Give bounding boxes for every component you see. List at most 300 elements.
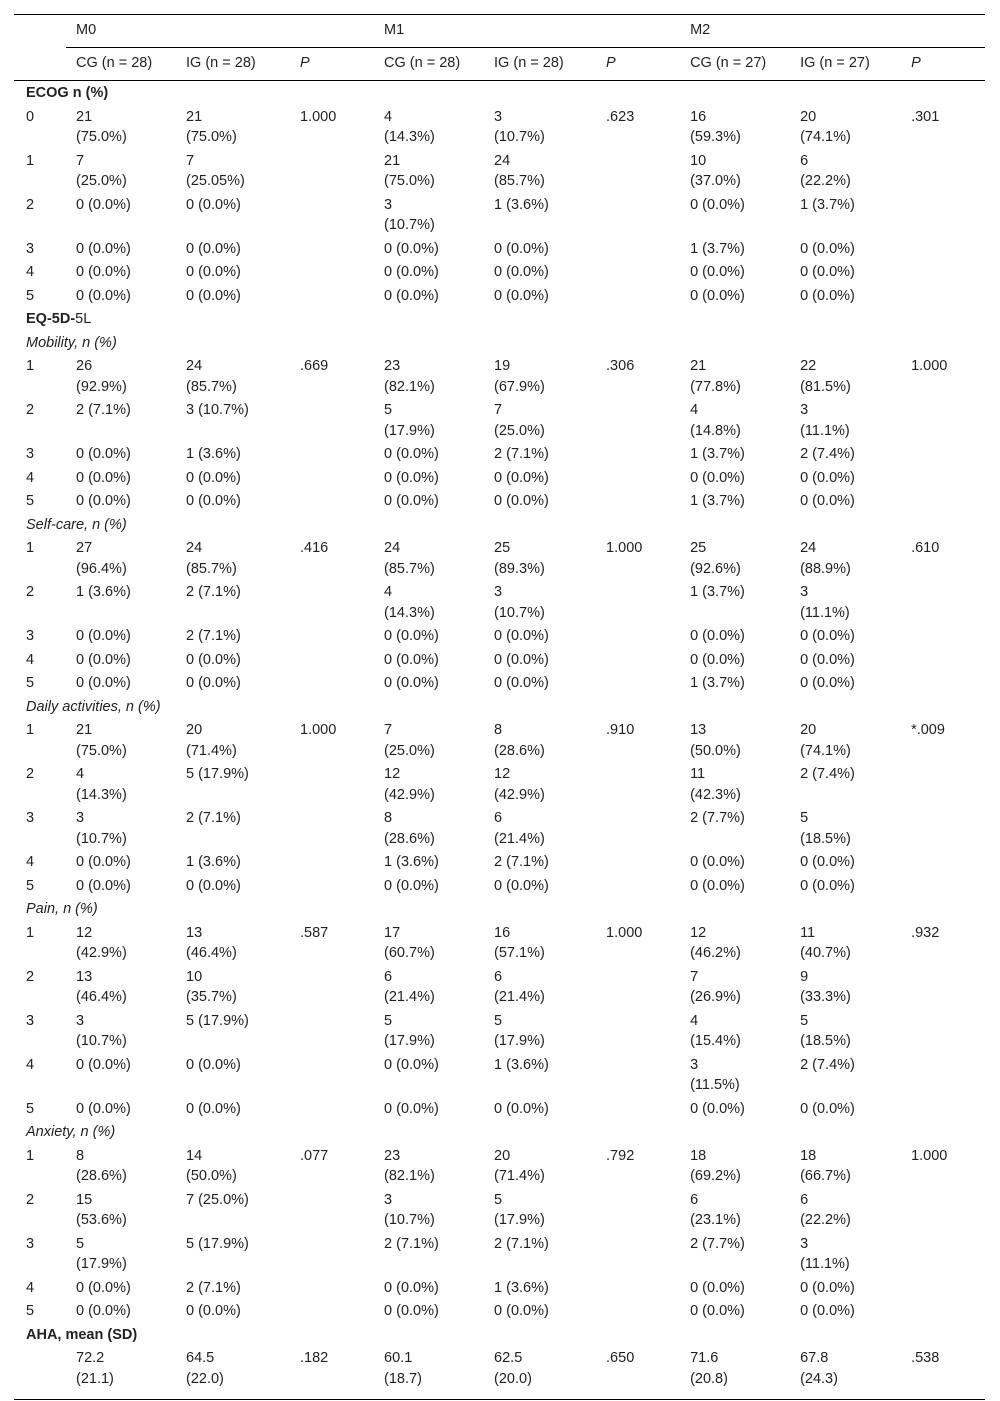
column-header-p: P <box>596 48 680 81</box>
p-value-cell: 1.000 <box>300 722 337 738</box>
table-cell: 6 (22.2%) <box>800 1191 851 1228</box>
table-cell: 0 (0.0%) <box>690 854 745 870</box>
table-cell: 0 (0.0%) <box>800 854 855 870</box>
table-cell: 6 (22.2%) <box>800 152 851 189</box>
table-cell: 25 (92.6%) <box>690 540 741 577</box>
table-cell: 0 (0.0%) <box>186 240 241 257</box>
table-cell: 3 (11.5%) <box>690 1056 740 1093</box>
p-value-cell <box>901 850 985 874</box>
group-header-m0: M0 <box>66 15 374 48</box>
p-value-cell <box>901 874 985 898</box>
table-cell: 0 (0.0%) <box>800 1279 855 1296</box>
table-cell: 10 (37.0%) <box>690 152 741 189</box>
table-cell: 0 (0.0%) <box>690 628 745 644</box>
p-value-cell <box>596 284 680 308</box>
table-cell: 20 (71.4%) <box>186 722 237 759</box>
column-header: CG (n = 28) <box>374 48 484 81</box>
table-cell: 6 (21.4%) <box>494 968 545 1005</box>
table-row <box>14 105 985 149</box>
row-label: 1 <box>26 540 35 556</box>
table-cell: 21 (75.0%) <box>384 152 435 189</box>
table-cell: 5 (18.5%) <box>800 810 851 847</box>
p-value-cell <box>596 1053 680 1097</box>
table-cell: 3 (10.7%) <box>76 1012 127 1049</box>
table-row <box>14 536 985 580</box>
table-cell: 0 (0.0%) <box>800 651 855 668</box>
table-cell: 0 (0.0%) <box>76 240 131 257</box>
p-value-cell <box>901 648 985 672</box>
table-cell: 0 (0.0%) <box>384 493 439 509</box>
table-cell: 0 (0.0%) <box>76 446 131 462</box>
table-cell: 0 (0.0%) <box>690 1100 745 1117</box>
row-label: 2 <box>26 402 35 418</box>
subsection-row <box>14 331 985 355</box>
table-cell: 2 (7.1%) <box>494 446 549 462</box>
column-header: IG (n = 27) <box>790 48 901 81</box>
table-cell: 21 (77.8%) <box>690 358 741 395</box>
row-label: 5 <box>26 877 35 894</box>
table-cell: 4 (14.3%) <box>384 584 435 621</box>
p-value-cell <box>901 1188 985 1232</box>
row-label: 3 <box>26 1235 35 1252</box>
table-header <box>14 15 985 81</box>
p-value-cell: .416 <box>300 540 329 556</box>
table-row <box>14 1299 985 1323</box>
table-row <box>14 874 985 898</box>
p-value-cell <box>901 1299 985 1323</box>
p-value-cell <box>290 260 374 284</box>
p-value-cell <box>596 648 680 672</box>
table-cell: 3 (11.1%) <box>800 1235 850 1272</box>
p-value-cell <box>596 442 680 466</box>
p-value-cell <box>290 1188 374 1232</box>
table-cell: 0 (0.0%) <box>494 264 549 280</box>
group-header-m2: M2 <box>680 15 985 48</box>
p-value-cell: 1.000 <box>911 1147 948 1164</box>
p-value-cell <box>596 1276 680 1300</box>
table-cell: 3 (11.1%) <box>800 584 850 621</box>
table-cell: 1 (3.6%) <box>494 1056 549 1073</box>
table-cell: 0 (0.0%) <box>76 287 131 304</box>
subsection-row <box>14 513 985 537</box>
row-label: 3 <box>26 240 35 257</box>
table-cell: 2 (7.1%) <box>494 1235 549 1252</box>
table-cell: 24 (85.7%) <box>494 152 545 189</box>
table-row <box>14 1144 985 1188</box>
p-value-cell: .910 <box>606 722 635 738</box>
p-value-cell <box>290 1053 374 1097</box>
column-header-p: P <box>901 48 985 81</box>
p-value-cell <box>596 1188 680 1232</box>
table-cell: 20 (74.1%) <box>800 722 851 759</box>
row-label: 2 <box>26 1191 35 1208</box>
table-row <box>14 806 985 850</box>
p-value-cell <box>596 671 680 695</box>
table-row <box>14 1188 985 1232</box>
table-cell: 0 (0.0%) <box>186 1100 241 1117</box>
p-value-cell <box>901 149 985 193</box>
table-cell: 0 (0.0%) <box>800 264 855 280</box>
table-cell: 13 (50.0%) <box>690 722 741 759</box>
table-row <box>14 1276 985 1300</box>
p-value-cell <box>596 1299 680 1323</box>
subsection-row-title: Self-care, n (%) <box>26 516 127 533</box>
table-cell: 0 (0.0%) <box>384 675 439 691</box>
table-cell: 0 (0.0%) <box>76 1279 131 1296</box>
row-label: 2 <box>26 968 35 985</box>
table-cell: 18 (66.7%) <box>800 1147 851 1184</box>
p-value-cell <box>596 762 680 806</box>
row-label: 0 <box>26 108 35 125</box>
table-cell: 0 (0.0%) <box>384 240 439 257</box>
table-cell: 1 (3.6%) <box>494 196 549 213</box>
table-cell: 71.6 (20.8) <box>680 1346 790 1400</box>
table-cell: 62.5 (20.0) <box>484 1346 596 1400</box>
table-cell: 9 (33.3%) <box>800 968 851 1005</box>
table-cell: 5 (17.9%) <box>384 1012 435 1049</box>
table-cell: 1 (3.7%) <box>690 675 745 691</box>
row-label: 1 <box>26 358 35 374</box>
column-header: IG (n = 28) <box>176 48 290 81</box>
row-label: 4 <box>26 264 35 280</box>
table-row <box>14 1346 985 1400</box>
table-row <box>14 648 985 672</box>
table-cell: 0 (0.0%) <box>186 493 241 509</box>
table-cell: 8 (28.6%) <box>76 1147 127 1184</box>
table-cell: 7 (25.05%) <box>186 152 245 189</box>
p-value-cell <box>596 624 680 648</box>
table-cell: 72.2 (21.1) <box>66 1346 176 1400</box>
table-cell: 7 (25.0%) <box>494 402 545 439</box>
table-cell: 24 (88.9%) <box>800 540 851 577</box>
header-group-row <box>14 15 985 48</box>
table-cell: 7 (25.0%) <box>186 1191 249 1208</box>
table-cell: 0 (0.0%) <box>690 877 745 894</box>
table-cell: 0 (0.0%) <box>186 287 241 304</box>
section-title <box>14 307 985 331</box>
table-cell: 0 (0.0%) <box>76 1100 131 1117</box>
p-value-cell <box>290 193 374 237</box>
table-row <box>14 398 985 442</box>
table-cell: 5 (17.9%) <box>494 1012 545 1049</box>
p-value-cell: 1.000 <box>911 358 948 374</box>
subsection-row <box>14 695 985 719</box>
p-value-cell <box>290 806 374 850</box>
table-cell: 0 (0.0%) <box>800 1303 855 1319</box>
p-value-cell <box>596 965 680 1009</box>
p-value-cell <box>901 442 985 466</box>
p-value-cell <box>901 580 985 624</box>
row-label: 2 <box>26 196 35 213</box>
table-cell: 3 (11.1%) <box>800 402 850 439</box>
table-cell: 3 (10.7%) <box>494 108 545 145</box>
table-cell: 0 (0.0%) <box>800 877 855 894</box>
table-cell: 0 (0.0%) <box>800 493 855 509</box>
table-cell: 0 (0.0%) <box>800 628 855 644</box>
table-cell: 19 (67.9%) <box>494 358 545 395</box>
table-cell: 24 (85.7%) <box>186 358 237 395</box>
table-cell: 0 (0.0%) <box>384 1056 439 1073</box>
table-cell: 5 (17.9%) <box>76 1235 127 1272</box>
table-cell: 60.1 (18.7) <box>374 1346 484 1400</box>
table-cell: 2 (7.4%) <box>800 446 855 462</box>
table-cell: 0 (0.0%) <box>494 287 549 304</box>
p-value-cell: 1.000 <box>300 108 337 125</box>
table-cell: 64.5 (22.0) <box>176 1346 290 1400</box>
row-label: 1 <box>26 1147 35 1164</box>
table-cell: 0 (0.0%) <box>800 1100 855 1117</box>
p-value-cell <box>290 284 374 308</box>
table-cell: 0 (0.0%) <box>186 651 241 668</box>
table-cell: 1 (3.6%) <box>186 854 241 870</box>
table-cell: 0 (0.0%) <box>800 287 855 304</box>
section-row <box>14 81 985 105</box>
p-value-cell <box>290 874 374 898</box>
table-row <box>14 850 985 874</box>
table-row <box>14 1097 985 1121</box>
table-row <box>14 260 985 284</box>
p-value-cell <box>901 1276 985 1300</box>
table-cell: 14 (50.0%) <box>186 1147 237 1184</box>
table-cell: 13 (46.4%) <box>186 924 237 961</box>
table-cell: 22 (81.5%) <box>800 358 851 395</box>
row-label: 4 <box>26 651 35 668</box>
row-label: 4 <box>26 469 35 486</box>
table-body <box>14 81 985 1400</box>
table-cell: 24 (85.7%) <box>186 540 237 577</box>
table-cell: 23 (82.1%) <box>384 1147 435 1184</box>
table-cell: 4 (14.3%) <box>384 108 435 145</box>
table-cell: 0 (0.0%) <box>384 446 439 462</box>
table-cell: 18 (69.2%) <box>690 1147 741 1184</box>
p-value-cell <box>290 850 374 874</box>
p-value-cell <box>596 580 680 624</box>
section-title-suffix: 5L <box>75 311 92 327</box>
p-value-cell <box>290 1299 374 1323</box>
row-label: 5 <box>26 1100 35 1117</box>
table-cell: 0 (0.0%) <box>76 651 131 668</box>
table-cell: 67.8 (24.3) <box>790 1346 901 1400</box>
table-cell: 0 (0.0%) <box>186 196 241 213</box>
table-cell: 24 (85.7%) <box>384 540 435 577</box>
table-cell: 23 (82.1%) <box>384 358 435 395</box>
table-cell: 0 (0.0%) <box>800 469 855 486</box>
table-cell: 2 (7.1%) <box>76 402 131 418</box>
p-value-cell <box>901 260 985 284</box>
table-cell: 2 (7.1%) <box>186 810 241 826</box>
p-value-cell <box>290 442 374 466</box>
subsection-row-title: Mobility, n (%) <box>26 334 117 351</box>
table-cell: 0 (0.0%) <box>76 196 131 213</box>
p-value-cell <box>901 489 985 513</box>
table-cell: 25 (89.3%) <box>494 540 545 577</box>
table-cell: 2 (7.4%) <box>800 1056 855 1073</box>
table-cell: 13 (46.4%) <box>76 968 127 1005</box>
table-cell: 0 (0.0%) <box>186 264 241 280</box>
section-title-bold: EQ-5D- <box>26 311 76 327</box>
table-cell: 2 (7.1%) <box>186 628 241 644</box>
results-table-container <box>14 14 985 1400</box>
table-cell: 1 (3.7%) <box>800 196 855 213</box>
p-value-cell: .792 <box>606 1147 635 1164</box>
row-label <box>14 1346 66 1400</box>
table-cell: 5 (17.9%) <box>186 1235 249 1252</box>
table-cell: 20 (71.4%) <box>494 1147 545 1184</box>
table-cell: 0 (0.0%) <box>800 675 855 691</box>
p-value-cell <box>290 489 374 513</box>
p-value-cell: .587 <box>300 924 329 941</box>
table-cell: 0 (0.0%) <box>76 469 131 486</box>
table-cell: 15 (53.6%) <box>76 1191 127 1228</box>
p-value-cell <box>596 489 680 513</box>
column-header: CG (n = 28) <box>66 48 176 81</box>
table-cell: 0 (0.0%) <box>494 1303 549 1319</box>
table-cell: 7 (26.9%) <box>690 968 741 1005</box>
p-value-cell <box>596 237 680 261</box>
table-cell: 5 (17.9%) <box>494 1191 545 1228</box>
table-cell: 1 (3.6%) <box>186 446 241 462</box>
table-cell: 5 (18.5%) <box>800 1012 851 1049</box>
table-cell: 21 (75.0%) <box>76 108 127 145</box>
table-cell: 2 (7.1%) <box>494 854 549 870</box>
p-value-cell: .650 <box>596 1346 680 1400</box>
table-cell: 0 (0.0%) <box>690 469 745 486</box>
table-row <box>14 193 985 237</box>
table-cell: 12 (46.2%) <box>690 924 741 961</box>
p-value-cell: .077 <box>300 1147 329 1164</box>
table-cell: 0 (0.0%) <box>690 196 745 213</box>
p-value-cell <box>596 806 680 850</box>
row-label: 5 <box>26 493 35 509</box>
table-cell: 5 (17.9%) <box>186 766 249 782</box>
p-value-cell <box>290 580 374 624</box>
table-cell: 3 (10.7%) <box>384 1191 435 1228</box>
p-value-cell <box>290 1232 374 1276</box>
table-cell: 0 (0.0%) <box>186 1056 241 1073</box>
table-cell: 0 (0.0%) <box>384 1279 439 1296</box>
table-cell: 0 (0.0%) <box>384 287 439 304</box>
p-value-cell <box>901 237 985 261</box>
subsection-row <box>14 1120 985 1144</box>
subsection-row-title: Daily activities, n (%) <box>26 698 161 715</box>
p-value-cell <box>596 149 680 193</box>
table-row <box>14 718 985 762</box>
p-value-cell <box>901 965 985 1009</box>
table-cell: 2 (7.4%) <box>800 766 855 782</box>
p-value-cell: .610 <box>911 540 940 556</box>
table-cell: 0 (0.0%) <box>494 469 549 486</box>
results-table <box>14 14 985 1400</box>
table-cell: 6 (23.1%) <box>690 1191 741 1228</box>
table-cell: 0 (0.0%) <box>76 854 131 870</box>
row-label: 5 <box>26 675 35 691</box>
table-row <box>14 237 985 261</box>
group-header-m1: M1 <box>374 15 680 48</box>
table-cell: 2 (7.1%) <box>384 1235 439 1252</box>
p-value-cell <box>596 466 680 490</box>
p-value-cell: .623 <box>606 108 635 125</box>
p-value-cell <box>901 762 985 806</box>
table-cell: 0 (0.0%) <box>76 493 131 509</box>
table-row <box>14 580 985 624</box>
table-cell: 0 (0.0%) <box>494 1100 549 1117</box>
table-row <box>14 1232 985 1276</box>
table-cell: 21 (75.0%) <box>186 108 237 145</box>
p-value-cell <box>596 850 680 874</box>
p-value-cell <box>290 1009 374 1053</box>
p-value-cell <box>596 1009 680 1053</box>
table-cell: 27 (96.4%) <box>76 540 127 577</box>
p-value-cell: .669 <box>300 358 329 374</box>
table-cell: 0 (0.0%) <box>76 264 131 280</box>
row-label: 1 <box>26 722 35 738</box>
p-value-cell <box>290 466 374 490</box>
table-cell: 5 (17.9%) <box>384 402 435 439</box>
p-value-cell: .932 <box>911 924 940 941</box>
table-row <box>14 1053 985 1097</box>
column-header: IG (n = 28) <box>484 48 596 81</box>
table-row <box>14 671 985 695</box>
table-cell: 0 (0.0%) <box>800 240 855 257</box>
p-value-cell <box>290 671 374 695</box>
table-cell: 0 (0.0%) <box>384 651 439 668</box>
p-value-cell: 1.000 <box>606 924 643 941</box>
table-cell: 2 (7.7%) <box>690 810 745 826</box>
table-cell: 0 (0.0%) <box>690 651 745 668</box>
p-value-cell: 1.000 <box>606 540 643 556</box>
table-cell: 3 (10.7%) <box>76 810 127 847</box>
row-label: 4 <box>26 854 35 870</box>
row-label: 3 <box>26 1012 35 1029</box>
row-label: 5 <box>26 287 35 304</box>
p-value-cell <box>901 1053 985 1097</box>
p-value-cell <box>596 874 680 898</box>
row-label: 5 <box>26 1303 35 1319</box>
table-row <box>14 965 985 1009</box>
table-cell: 16 (57.1%) <box>494 924 545 961</box>
p-value-cell <box>290 965 374 1009</box>
p-value-cell <box>596 260 680 284</box>
p-value-cell <box>901 1232 985 1276</box>
table-cell: 0 (0.0%) <box>76 1303 131 1319</box>
row-label: 4 <box>26 1056 35 1073</box>
p-value-cell <box>901 1097 985 1121</box>
table-cell: 3 (10.7%) <box>186 402 249 418</box>
table-row <box>14 489 985 513</box>
header-label-cell <box>14 48 66 81</box>
table-cell: 11 (42.3%) <box>690 766 741 803</box>
table-cell: 0 (0.0%) <box>690 1279 745 1296</box>
p-value-cell <box>596 193 680 237</box>
p-value-cell <box>596 1232 680 1276</box>
table-cell: 0 (0.0%) <box>494 651 549 668</box>
table-cell: 6 (21.4%) <box>384 968 435 1005</box>
table-cell: 1 (3.7%) <box>690 493 745 509</box>
p-value-cell <box>290 762 374 806</box>
table-cell: 11 (40.7%) <box>800 924 851 961</box>
table-cell: 16 (59.3%) <box>690 108 741 145</box>
table-cell: 8 (28.6%) <box>494 722 545 759</box>
table-cell: 0 (0.0%) <box>384 1303 439 1319</box>
p-value-cell: .538 <box>901 1346 985 1400</box>
table-cell: 12 (42.9%) <box>384 766 435 803</box>
row-label: 3 <box>26 628 35 644</box>
p-value-cell: .306 <box>606 358 635 374</box>
table-cell: 0 (0.0%) <box>494 493 549 509</box>
table-cell: 4 (14.8%) <box>690 402 741 439</box>
p-value-cell <box>901 284 985 308</box>
table-cell: 6 (21.4%) <box>494 810 545 847</box>
